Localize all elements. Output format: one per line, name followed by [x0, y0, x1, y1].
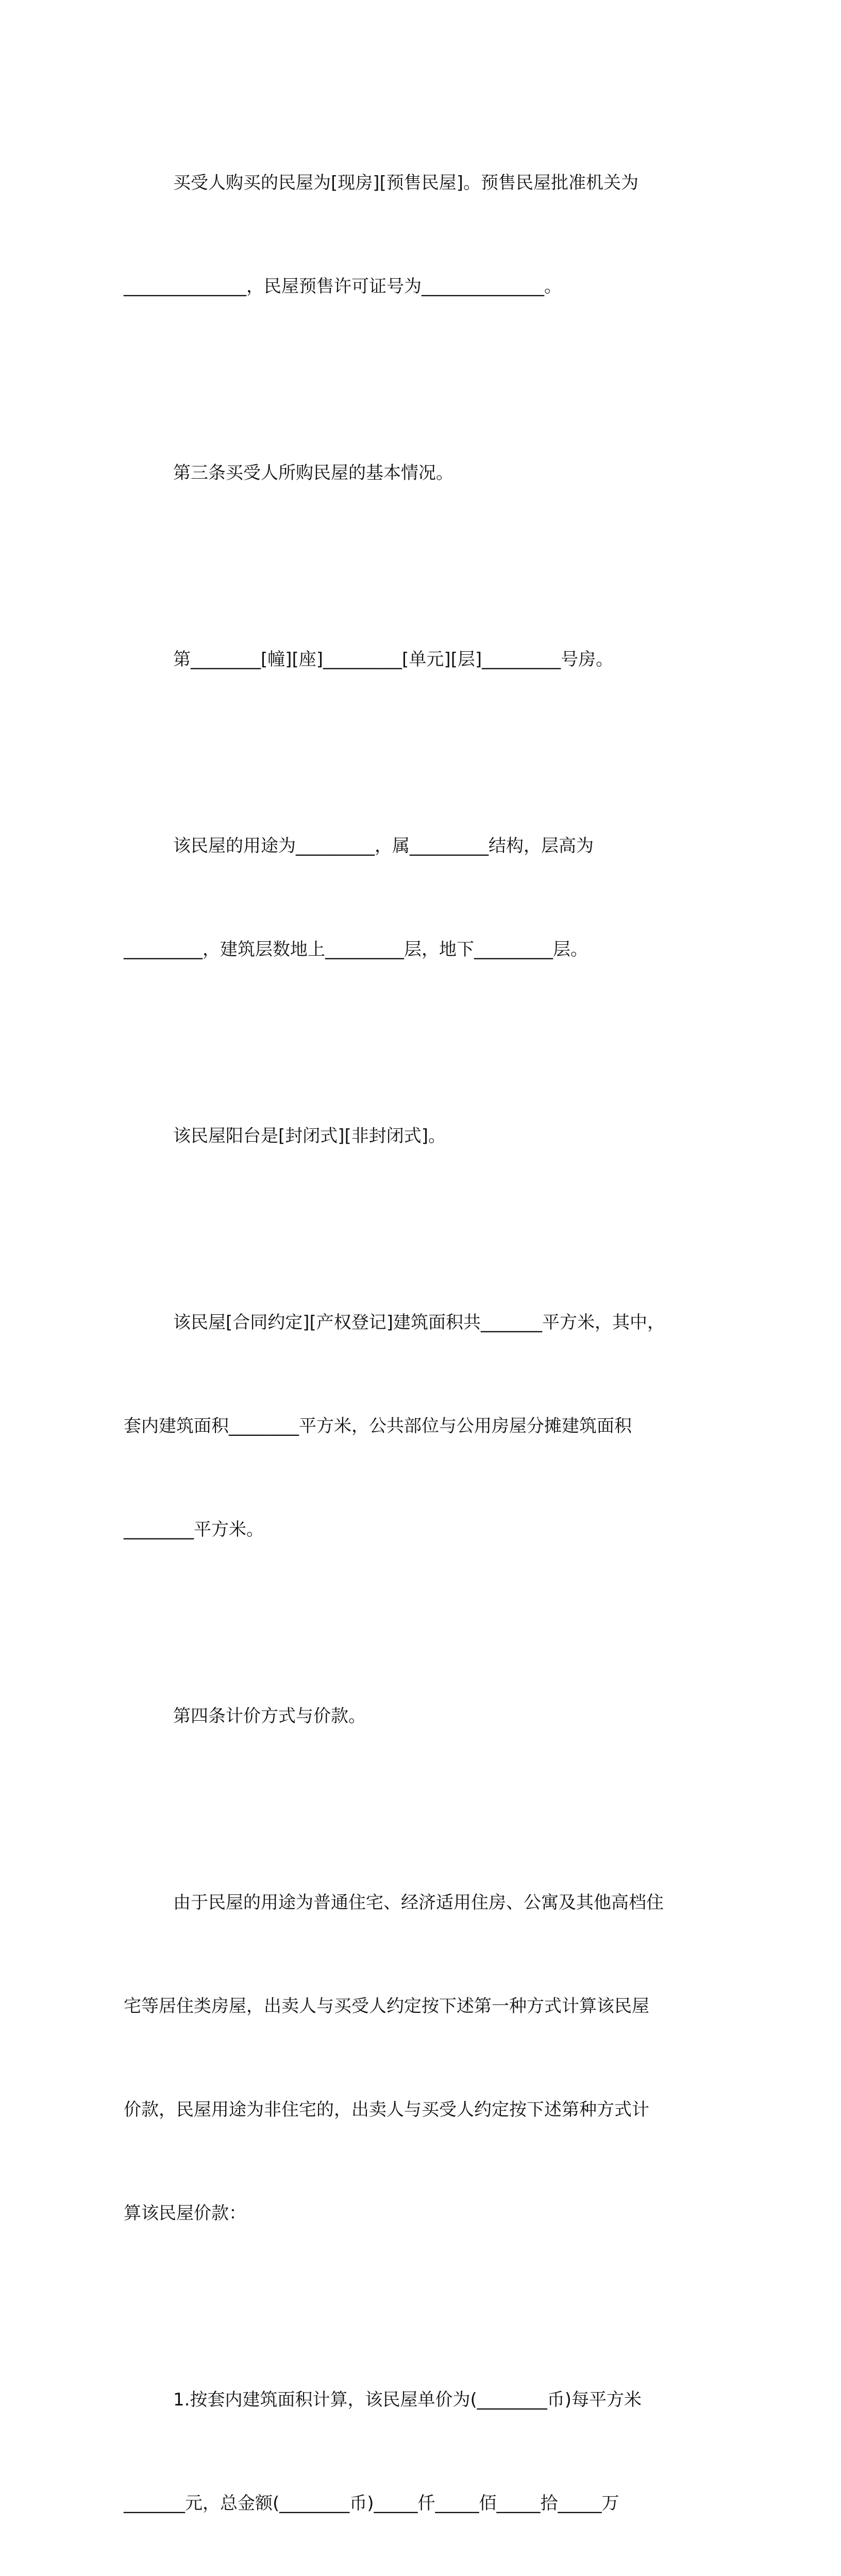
paragraph-pricing-intro — [124, 1817, 717, 2300]
text-line: 价款，民屋用途为非住宅的，出卖人与买受人约定按下述第种方式计 — [124, 2099, 649, 2120]
text-line: 算该民屋价款： — [124, 2203, 246, 2224]
text-line: 买受人购买的民屋为[现房][预售民屋]。预售民屋批准机关为 — [173, 173, 639, 193]
text-line: 第三条买受人所购民屋的基本情况。 — [173, 463, 453, 483]
paragraph-area — [124, 1236, 717, 1616]
text-line: ________平方米。 — [124, 1519, 264, 1540]
text-line: 由于民屋的用途为普通住宅、经济适用住房、公寓及其他高档住 — [173, 1892, 664, 1913]
paragraph-house-location — [124, 573, 717, 746]
text-line: _______元，总金额(________币)_____仟_____佰_____拾_____万 — [124, 2493, 619, 2514]
text-line: _________，建筑层数地上_________层，地下_________层。 — [124, 939, 588, 960]
paragraph-house-type — [124, 97, 717, 373]
article-3-heading — [124, 387, 717, 560]
text-line: 该民屋[合同约定][产权登记]建筑面积共_______平方米，其中， — [173, 1312, 665, 1333]
text-line: 宅等居住类房屋，出卖人与买受人约定按下述第一种方式计算该民屋 — [124, 1996, 649, 2016]
paragraph-house-usage — [124, 760, 717, 1036]
text-line: 该民屋的用途为_________，属_________结构，层高为 — [173, 836, 594, 856]
paragraph-method-1 — [124, 2314, 717, 2576]
text-line: 该民屋阳台是[封闭式][非封闭式]。 — [173, 1126, 446, 1146]
text-line: 1.按套内建筑面积计算，该民屋单价为(________币)每平方米 — [173, 2389, 642, 2410]
paragraph-balcony — [124, 1050, 717, 1223]
text-line: 套内建筑面积________平方米，公共部位与公用房屋分摊建筑面积 — [124, 1416, 632, 1436]
text-line: 第四条计价方式与价款。 — [173, 1706, 366, 1726]
text-line: ______________，民屋预售许可证号为______________。 — [124, 276, 562, 297]
text-line: 第________[幢][座]_________[单元][层]_________号房。 — [173, 649, 614, 670]
article-4-heading — [124, 1630, 717, 1803]
